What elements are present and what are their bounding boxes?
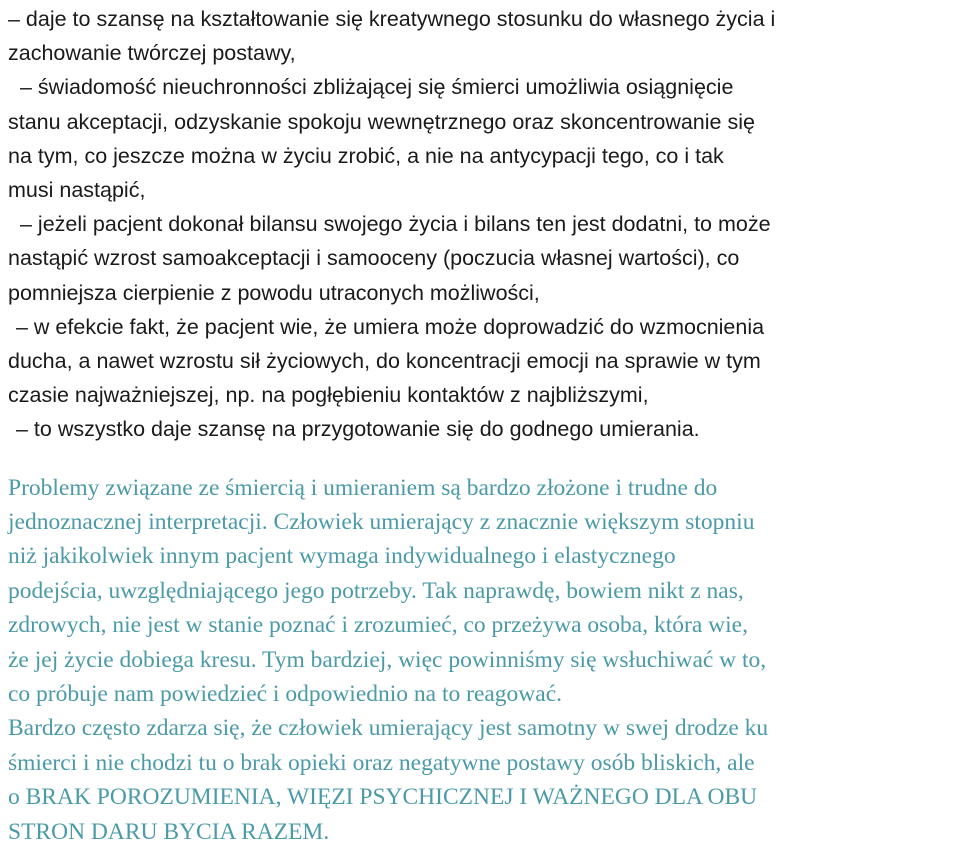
- list-line: stanu akceptacji, odzyskanie spokoju wewnętrznego oraz skoncentrowanie się: [8, 109, 755, 134]
- paragraph-line: o BRAK POROZUMIENIA, WIĘZI PSYCHICZNEJ I WAŻNEGO DLA OBU: [8, 784, 758, 811]
- paragraph-line: jednoznacznej interpretacji. Człowiek umierający z znacznie większym stopniu: [8, 509, 755, 536]
- list-line: ducha, a nawet wzrostu sił życiowych, do koncentracji emocji na sprawie w tym: [8, 349, 761, 374]
- bullet-list: [8, 2, 950, 447]
- paragraph-line: niż jakikolwiek innym pacjent wymaga indywidualnego i elastycznego: [8, 543, 676, 570]
- paragraph-line: podejścia, uwzględniającego jego potrzeby. Tak naprawdę, bowiem nikt z nas,: [8, 577, 744, 604]
- list-line: pomniejsza cierpienie z powodu utraconych możliwości,: [8, 280, 540, 305]
- list-line: musi nastąpić,: [8, 178, 146, 203]
- paragraph-line: co próbuje nam powiedzieć i odpowiednio na to reagować.: [8, 681, 563, 708]
- list-line: zachowanie twórczej postawy,: [8, 41, 296, 66]
- paragraph-line: że jej życie dobiega kresu. Tym bardziej, więc powinniśmy się wsłuchiwać w to,: [8, 646, 767, 673]
- list-line: na tym, co jeszcze można w życiu zrobić, a nie na antycypacji tego, co i tak: [8, 143, 724, 168]
- list-line: – daje to szansę na kształtowanie się kreatywnego stosunku do własnego życia i: [8, 7, 776, 31]
- paragraph-line: Bardzo często zdarza się, że człowiek umierający jest samotny w swej drodze ku: [8, 715, 769, 742]
- paragraph-line: Problemy związane ze śmiercią i umieraniem są bardzo złożone i trudne do: [8, 474, 718, 501]
- list-line: nastąpić wzrost samoakceptacji i samooceny (poczucia własnej wartości), co: [8, 246, 740, 271]
- paragraph-line: zdrowych, nie jest w stanie poznać i zrozumieć, co przeżywa osoba, która wie,: [8, 612, 748, 639]
- list-line: czasie najważniejszej, np. na pogłębieniu kontaktów z najbliższymi,: [8, 383, 649, 408]
- list-line: – to wszystko daje szansę na przygotowanie się do godnego umierania.: [16, 417, 700, 442]
- paragraph-line: STRON DARU BYCIA RAZEM.: [8, 818, 330, 845]
- paragraph-line: śmierci i nie chodzi tu o brak opieki oraz negatywne postawy osób bliskich, ale: [8, 749, 755, 776]
- list-line: – w efekcie fakt, że pacjent wie, że umiera może doprowadzić do wzmocnienia: [16, 314, 765, 339]
- list-line: – świadomość nieuchronności zbliżającej się śmierci umożliwia osiągnięcie: [20, 75, 734, 100]
- highlighted-paragraph: [8, 471, 950, 849]
- list-line: – jeżeli pacjent dokonał bilansu swojego życia i bilans ten jest dodatni, to może: [20, 212, 771, 237]
